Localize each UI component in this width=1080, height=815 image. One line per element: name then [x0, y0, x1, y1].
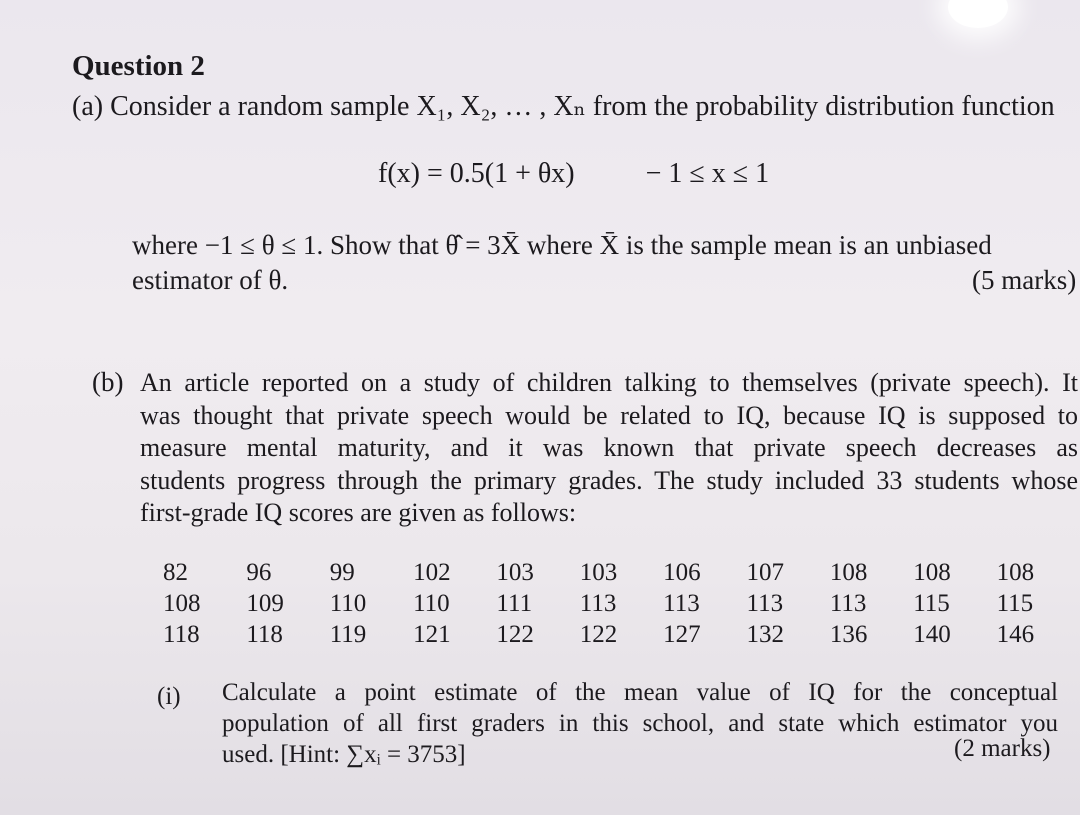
iq-score: 111	[496, 589, 533, 617]
iq-score: 127	[663, 620, 701, 648]
iq-score: 115	[996, 589, 1034, 617]
part-b-line: students progress through the primary grades. The study included 33 students whose	[140, 465, 1078, 495]
pdf-domain: − 1 ≤ x ≤ 1	[645, 158, 770, 189]
part-a-estimator: estimator of θ.	[132, 265, 289, 295]
iq-score: 103	[496, 558, 534, 586]
iq-score: 122	[496, 620, 534, 648]
part-a-condition: where −1 ≤ θ ≤ 1. Show that θ̂ = 3X̄ where X̄ is the sample mean is an unbiased	[132, 230, 992, 260]
iq-score: 113	[746, 589, 784, 617]
iq-score: 108	[913, 558, 951, 586]
table-row	[163, 588, 1080, 619]
iq-scores-table	[163, 557, 1080, 650]
question-title: Question 2	[72, 50, 205, 82]
iq-score: 109	[246, 589, 284, 617]
iq-score: 102	[413, 558, 451, 586]
iq-score: 108	[829, 558, 868, 586]
light-glare	[948, 0, 1008, 28]
pdf-expression: f(x) = 0.5(1 + θx)	[378, 158, 575, 189]
sub-i-line: used. [Hint: ∑xᵢ = 3753]	[222, 741, 466, 768]
sub-i-line: Calculate a point estimate of the mean value of IQ for the conceptual	[222, 679, 1058, 706]
iq-score: 140	[913, 620, 951, 648]
part-b-label: (b)	[92, 367, 124, 397]
table-row	[163, 619, 1080, 650]
iq-score: 146	[996, 620, 1035, 648]
iq-score: 108	[996, 558, 1035, 586]
sub-i-paragraph	[222, 677, 1058, 770]
iq-score: 110	[413, 589, 450, 617]
iq-score: 119	[329, 620, 367, 648]
iq-score: 108	[163, 589, 201, 617]
iq-score: 121	[413, 620, 451, 648]
iq-score: 113	[579, 589, 617, 617]
iq-score: 103	[579, 558, 618, 586]
iq-score: 107	[746, 558, 784, 586]
iq-score: 118	[246, 620, 283, 648]
iq-score: 132	[746, 620, 784, 648]
sub-i-line: population of all first graders in this school, and state which estimator you	[222, 710, 1058, 737]
part-b-line: An article reported on a study of children talking to themselves (private speech). It	[140, 368, 1078, 397]
iq-score: 99	[329, 558, 355, 586]
iq-score: 115	[913, 589, 950, 617]
part-b-line: first-grade IQ scores are given as follows:	[140, 498, 577, 527]
part-a-marks: (5 marks)	[972, 265, 1077, 295]
part-b-paragraph	[140, 367, 1078, 530]
part-a-label: (a)	[72, 91, 104, 122]
iq-score: 118	[163, 620, 200, 648]
iq-score: 110	[329, 589, 367, 617]
part-b-line: was thought that private speech would be related to IQ, because IQ is supposed to	[140, 400, 1078, 430]
iq-score: 82	[163, 558, 188, 586]
iq-score: 113	[663, 589, 700, 617]
pdf-formula	[378, 158, 769, 190]
iq-score: 113	[829, 589, 867, 617]
iq-score: 122	[579, 620, 618, 648]
part-a-intro-text: Consider a random sample X₁, X₂, … , Xₙ from the probability distribution function	[110, 91, 1055, 122]
part-b-line: measure mental maturity, and it was known that private speech decreases as	[140, 433, 1078, 462]
sub-i-label: (i)	[157, 683, 181, 710]
iq-score: 136	[829, 620, 868, 648]
table-row	[163, 557, 1080, 588]
iq-score: 106	[663, 558, 701, 586]
iq-score: 96	[246, 558, 272, 586]
part-a-intro	[72, 89, 1055, 123]
sub-i-marks: (2 marks)	[954, 735, 1051, 762]
